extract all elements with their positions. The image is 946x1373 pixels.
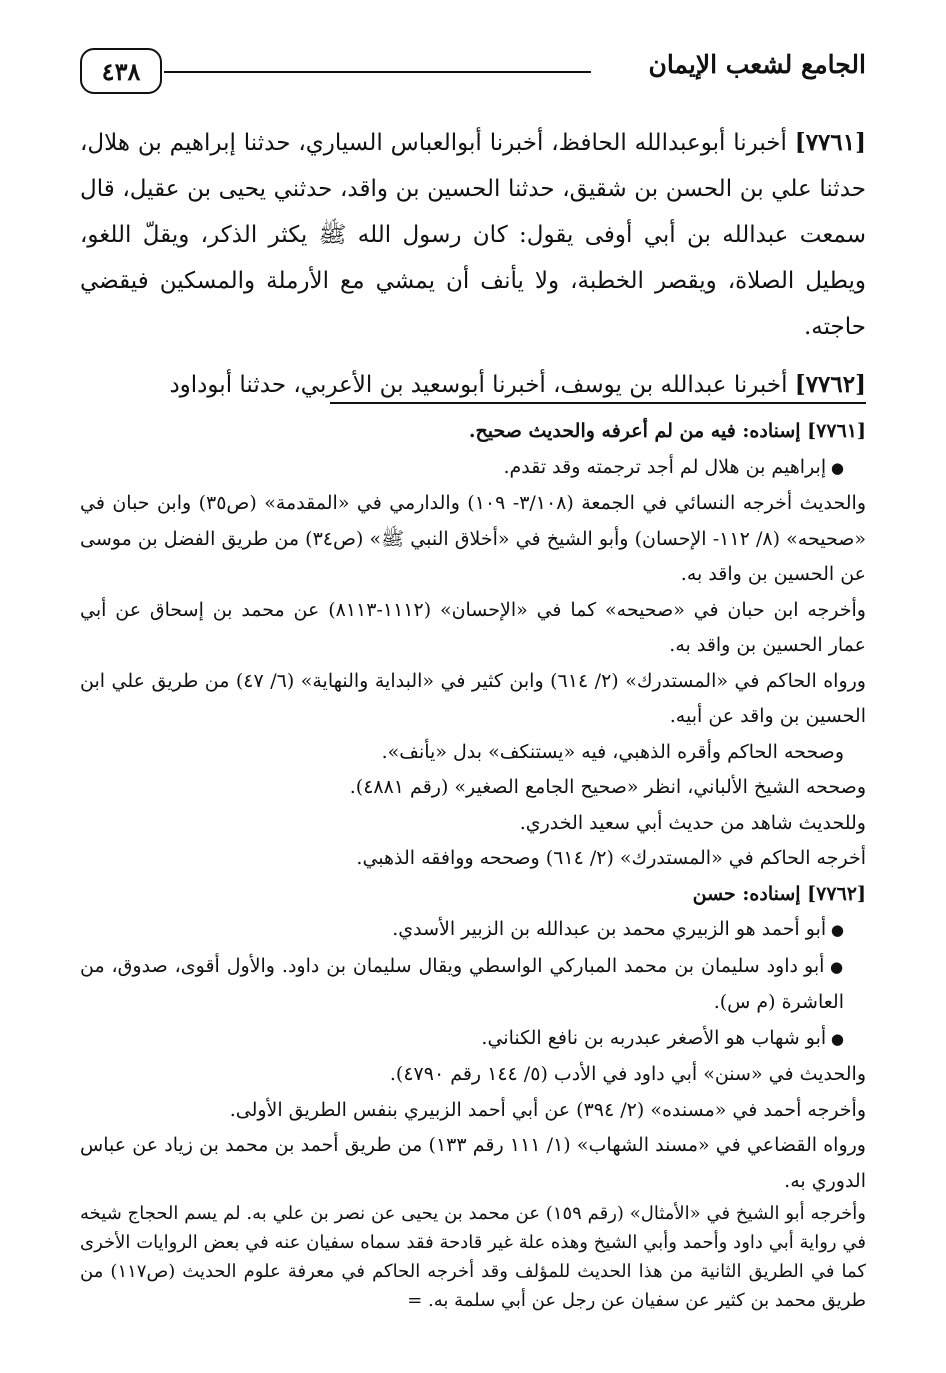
- footnote-bullet: ● أبو داود سليمان بن محمد المباركي الواسطي ويقال سليمان بن داود. والأول أقوى، صدوق، من العاشرة (م س).: [80, 949, 866, 1021]
- header-rule: [164, 71, 591, 73]
- footnote-heading: [٧٧٦١] إسناده: فيه من لم أعرفه والحديث صحيح.: [468, 420, 866, 442]
- footnote-heading: [٧٧٦٢] إسناده: حسن: [692, 882, 866, 905]
- footnote-line: والحديث أخرجه النسائي في الجمعة (٣/١٠٨- ١٠٩) والدارمي في «المقدمة» (ص٣٥) وابن حبان في «صحيحه» (٨/ ١١٢- الإحسان) وأبو الشيخ في «أخلاق النبي ﷺ» (ص٣٤) من طريق الفضل بن موسى عن الحسين بن واقد به.: [80, 492, 867, 585]
- footnote-line: وصححه الشيخ الألباني، انظر «صحيح الجامع الصغير» (رقم ٤٨٨١).: [349, 776, 866, 798]
- footnote-line: ورواه القضاعي في «مسند الشهاب» (١/ ١١١ رقم ١٣٣) من طريق أحمد بن محمد بن زياد عن عباس الدوري به.: [80, 1134, 866, 1192]
- hadith-number: [٧٧٦٢]: [794, 371, 866, 398]
- footnote-line: وصححه الحاكم وأقره الذهبي، فيه «يستنكف» بدل «يأنف».: [381, 740, 844, 763]
- footnote-line: وللحديث شاهد من حديث أبي سعيد الخدري.: [519, 811, 866, 834]
- hadith-paragraph: [80, 120, 866, 350]
- footnote-line: وأخرجه ابن حبان في «صحيحه» كما في «الإحسان» (١١١٢-٨١١٣) عن محمد بن إسحاق عن أبي عمار الحسين بن واقد به.: [80, 598, 866, 656]
- footnote-line: وأخرجه أحمد في «مسنده» (٢/ ٣٩٤) عن أبي أحمد الزبيري بنفس الطريق الأولى.: [229, 1098, 866, 1121]
- page-number: ٤٣٨: [80, 48, 162, 94]
- hadith-number: [٧٧٦١]: [794, 129, 866, 156]
- footnote-separator: [330, 402, 866, 404]
- hadith-text: أخبرنا عبدالله بن يوسف، أخبرنا أبوسعيد بن الأعربي، حدثنا أبوداود: [169, 372, 788, 398]
- main-text: [80, 120, 866, 420]
- page-header: [80, 44, 866, 104]
- footnote-bullet: ● أبو أحمد هو الزبيري محمد بن عبدالله بن الزبير الأسدي.: [80, 912, 866, 949]
- footnote-line: وأخرجه أبو الشيخ في «الأمثال» (رقم ١٥٩) عن محمد بن يحيى عن نصر بن علي به. لم يسم الحجاج شيخه في رواية أبي داود وأحمد وأبي الشيخ وهذه علة غير قادحة فقد سماه سفيان عنه في بعض الروايات الأخرى كما في الطريق الثانية من هذا الحديث للمؤلف وقد أخرجه الحاكم في معرفة علوم الحديث (ص١١٧) من طريق محمد بن كثير عن سفيان عن رجل عن أبي سلمة به. =: [80, 1203, 866, 1311]
- footnote-line: أخرجه الحاكم في «المستدرك» (٢/ ٦١٤) وصححه ووافقه الذهبي.: [356, 847, 866, 869]
- footnote-bullet: ● أبو شهاب هو الأصغر عبدربه بن نافع الكناني.: [80, 1021, 866, 1058]
- hadith-text: أخبرنا أبوعبدالله الحافظ، أخبرنا أبوالعباس السياري، حدثنا إبراهيم بن هلال، حدثنا علي بن الحسن بن شقيق، حدثنا الحسين بن واقد، حدثني يحيى بن عقيل، قال سمعت عبدالله بن أبي أوفى يقول: كان رسول الله ﷺ يكثر الذكر، ويقلّ اللغو، ويطيل الصلاة، ويقصر الخطبة، ولا يأنف أن يمشي مع الأرملة والمسكين فيقضي حاجته.: [80, 130, 866, 340]
- footnote-bullet: ● إبراهيم بن هلال لم أجد ترجمته وقد تقدم.: [80, 450, 866, 487]
- footnote-line: والحديث في «سنن» أبي داود في الأدب (٥/ ١٤٤ رقم ٤٧٩٠).: [389, 1063, 866, 1085]
- footnote-line: ورواه الحاكم في «المستدرك» (٢/ ٦١٤) وابن كثير في «البداية والنهاية» (٦/ ٤٧) من طريق علي ابن الحسين بن واقد عن أبيه.: [80, 669, 866, 727]
- running-title: الجامع لشعب الإيمان: [648, 50, 866, 79]
- footnotes: [80, 414, 866, 1315]
